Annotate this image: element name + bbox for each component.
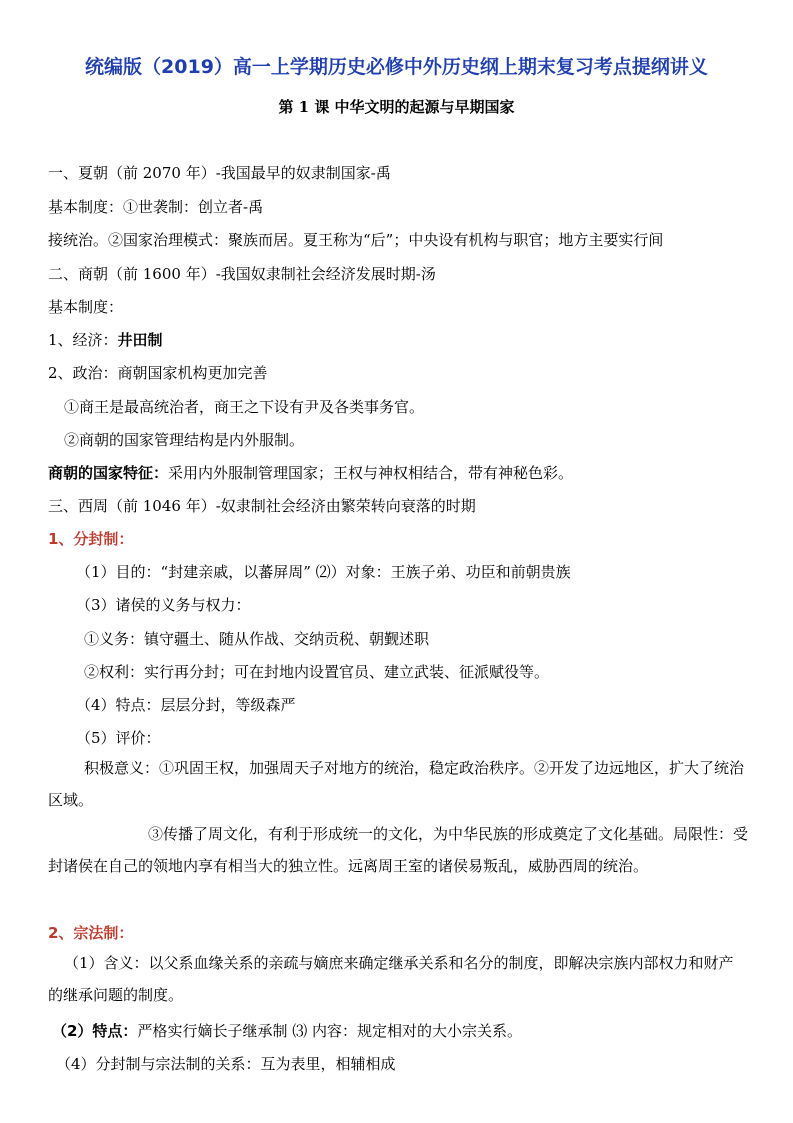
lesson-heading: 第 1 课 中华文明的起源与早期国家 — [278, 98, 515, 116]
shang-politics: 2、政治：商朝国家机构更加完善 — [48, 364, 268, 382]
fenfeng-heading: 1、分封制： — [48, 530, 134, 548]
xia-governance: 接统治。②国家治理模式：聚族而居。夏王称为“后”；中央设有机构与职官；地方主要实行间 — [48, 231, 664, 249]
shang-politics-point-2: ②商朝的国家管理结构是内外服制。 — [64, 431, 305, 449]
shang-economy — [48, 329, 163, 350]
shang-features-label: 商朝的国家特征： — [48, 464, 169, 482]
shang-features-text: 采用内外服制管理国家；王权与神权相结合，带有神秘色彩。 — [168, 464, 574, 482]
zongfa-features — [52, 1020, 522, 1041]
shang-economy-label: 1、经济： — [48, 331, 118, 349]
zongfa-heading: 2、宗法制： — [48, 924, 134, 942]
fenfeng-limitations: ③传播了周文化，有利于形成统一的文化，为中华民族的形成奠定了文化基础。局限性：受封诸侯在自己的领地内享有相当大的独立性。远离周王室的诸侯易叛乱，威胁西周的统治。 — [48, 825, 749, 875]
shang-politics-point-1: ①商王是最高统治者，商王之下设有尹及各类事务官。 — [64, 398, 425, 416]
shang-basic-system: 基本制度： — [48, 298, 124, 316]
fenfeng-evaluation: （5）评价： — [76, 729, 161, 747]
zongfa-features-text: 严格实行嫡长子继承制 ⑶ 内容：规定相对的大小宗关系。 — [137, 1022, 522, 1040]
zongfa-meaning: （1）含义：以父系血缘关系的亲疏与嫡庶来确定继承关系和名分的制度，即解决宗族内部权力和财产的继承问题的制度。 — [48, 954, 734, 1004]
section-xizhou-heading: 三、西周（前 1046 年）-奴隶制社会经济由繁荣转向衰落的时期 — [48, 497, 476, 515]
shang-economy-value: 井田制 — [117, 331, 163, 349]
fenfeng-duties: ①义务：镇守疆土、随从作战、交纳贡税、朝觐述职 — [84, 630, 430, 648]
fenfeng-purpose: （1）目的：“封建亲戚，以蕃屏周” ⑵）对象：王族子弟、功臣和前朝贵族 — [76, 563, 571, 581]
section-shang-heading: 二、商朝（前 1600 年）-我国奴隶制社会经济发展时期-汤 — [48, 265, 436, 283]
fenfeng-features: （4）特点：层层分封，等级森严 — [76, 696, 296, 714]
fenfeng-positive: 积极意义：①巩固王权，加强周天子对地方的统治，稳定政治秩序。②开发了边远地区，扩大了统治区域。 — [48, 759, 745, 809]
xia-basic-system: 基本制度：①世袭制：创立者-禹 — [48, 198, 264, 216]
document-title: 统编版（2019）高一上学期历史必修中外历史纲上期末复习考点提纲讲义 — [85, 56, 708, 78]
zongfa-features-label: （2）特点： — [52, 1022, 138, 1040]
fenfeng-rights: ②权利：实行再分封；可在封地内设置官员、建立武装、征派赋役等。 — [84, 663, 550, 681]
zongfa-relation: （4）分封制与宗法制的关系：互为表里，相辅相成 — [56, 1055, 396, 1073]
shang-features — [48, 462, 573, 483]
section-xia-heading: 一、夏朝（前 2070 年）-我国最早的奴隶制国家-禹 — [48, 164, 391, 182]
fenfeng-duties-rights: （3）诸侯的义务与权力： — [76, 596, 251, 614]
